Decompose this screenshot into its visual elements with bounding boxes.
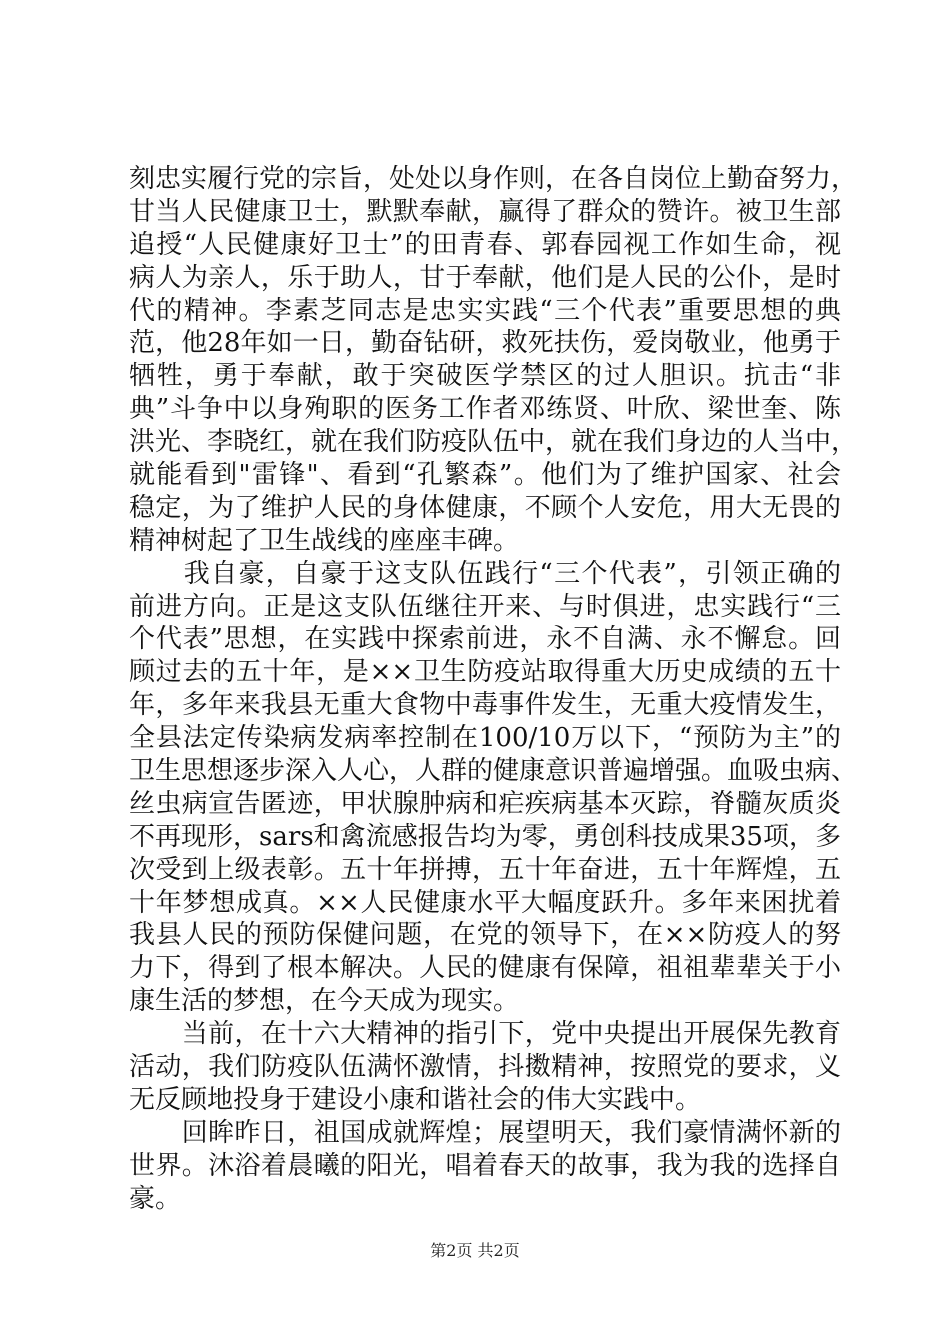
text-line: 范，他28年如一日，勤奋钻研，救死扶伤，爱岗敬业，他勇于 [129,328,841,359]
page-footer: 第2页 共2页 [430,1241,520,1260]
text-line: 个代表”思想，在实践中探索前进，永不自满、永不懈怠。回 [129,624,841,655]
text-line: 无反顾地投身于建设小康和谐社会的伟大实践中。 [129,1084,702,1115]
text-line: 病人为亲人，乐于助人，甘于奉献，他们是人民的公仆，是时 [129,262,841,293]
text-line: 活动，我们防疫队伍满怀激情，抖擞精神，按照党的要求，义 [129,1052,841,1083]
text-line: 卫生思想逐步深入人心，人群的健康意识普遍增强。血吸虫病、 [129,756,858,787]
text-line: 力下，得到了根本解决。人民的健康有保障，祖祖辈辈关于小 [129,953,841,984]
text-line: 精神树起了卫生战线的座座丰碑。 [129,525,520,556]
text-line: 我县人民的预防保健问题，在党的领导下，在××防疫人的努 [129,920,841,951]
text-line: 洪光、李晓红，就在我们防疫队伍中，就在我们身边的人当中， [129,427,858,458]
text-line: 年，多年来我县无重大食物中毒事件发生，无重大疫情发生， [129,690,841,721]
text-line: 不再现形，sars和禽流感报告均为零，勇创科技成果35项，多 [129,821,841,852]
text-line: 甘当人民健康卫士，默默奉献，赢得了群众的赞许。被卫生部 [129,196,841,227]
text-line: 当前，在十六大精神的指引下，党中央提出开展保先教育 [129,1019,841,1050]
text-line: 世界。沐浴着晨曦的阳光，唱着春天的故事，我为我的选择自 [129,1150,841,1181]
body-text [129,163,858,1216]
text-line: 稳定，为了维护人民的身体健康，不顾个人安危，用大无畏的 [129,492,841,523]
text-line: 就能看到"雷锋"、看到“孔繁森”。他们为了维护国家、社会 [129,460,841,491]
text-line: 牺牲，勇于奉献，敢于突破医学禁区的过人胆识。抗击“非 [129,361,841,392]
text-line: 十年梦想成真。××人民健康水平大幅度跃升。多年来困扰着 [129,887,841,918]
text-line: 前进方向。正是这支队伍继往开来、与时俱进，忠实践行“三 [129,591,841,622]
text-line: 刻忠实履行党的宗旨，处处以身作则，在各自岗位上勤奋努力， [129,164,858,194]
text-line: 康生活的梦想，在今天成为现实。 [129,986,520,1017]
text-line: 追授“人民健康好卫士”的田青春、郭春园视工作如生命，视 [129,229,841,260]
text-line: 我自豪，自豪于这支队伍践行“三个代表”，引领正确的 [129,558,841,589]
text-line: 豪。 [129,1183,182,1214]
text-line: 次受到上级表彰。五十年拼搏，五十年奋进，五十年辉煌，五 [129,854,841,885]
text-line: 典”斗争中以身殉职的医务工作者邓练贤、叶欣、梁世奎、陈 [129,394,841,425]
text-line: 回眸昨日，祖国成就辉煌；展望明天，我们豪情满怀新的 [129,1117,841,1148]
text-line: 代的精神。李素芝同志是忠实实践“三个代表”重要思想的典 [129,295,841,326]
text-line: 全县法定传染病发病率控制在100/10万以下，“预防为主”的 [129,723,841,754]
text-line: 丝虫病宣告匿迹，甲状腺肿病和疟疾病基本灭踪，脊髓灰质炎 [129,788,841,819]
text-line: 顾过去的五十年，是××卫生防疫站取得重大历史成绩的五十 [129,657,841,688]
